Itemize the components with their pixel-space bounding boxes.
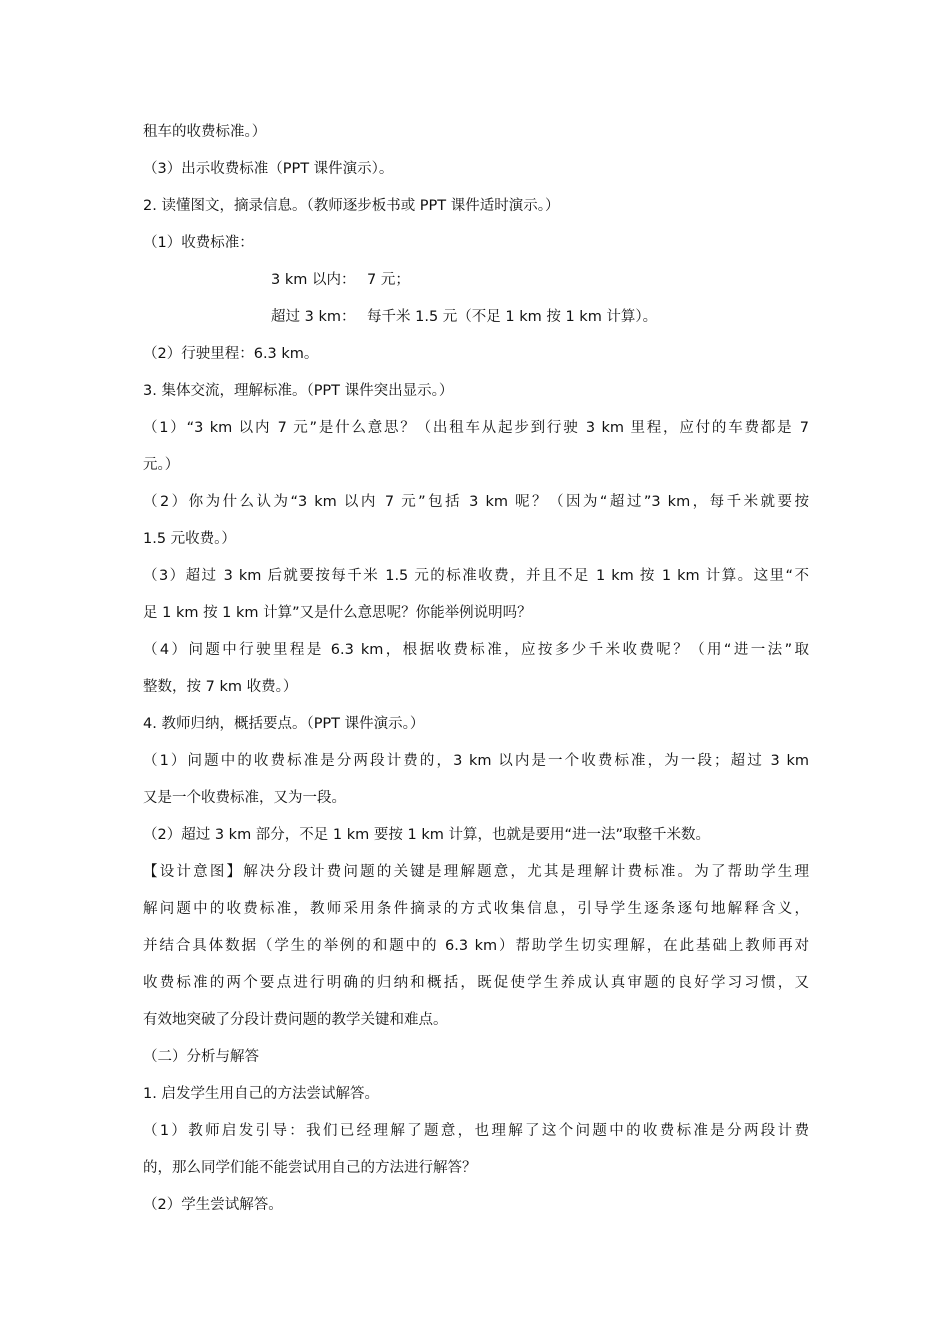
design-intent-line: 有效地突破了分段计费问题的教学关键和难点。 — [143, 1012, 448, 1028]
design-intent-line: 解问题中的收费标准，教师采用条件摘录的方式收集信息，引导学生逐条逐句地解释含义， — [143, 901, 809, 917]
paragraph-line: 整数，按 7 km 收费。） — [143, 679, 298, 695]
design-intent-line: 并结合具体数据（学生的举例的和题中的 6.3 km）帮助学生切实理解，在此基础上教师再对 — [143, 938, 809, 954]
paragraph-line: 1.5 元收费。） — [143, 531, 236, 547]
fee-standard-label: 3 km 以内： — [271, 272, 356, 288]
fee-standard-row-1 — [143, 262, 809, 299]
paragraph-line: （1）教师启发引导：我们已经理解了题意，也理解了这个问题中的收费标准是分两段计费 — [143, 1123, 809, 1139]
paragraph-line: 的，那么同学们能不能尝试用自己的方法进行解答？ — [143, 1160, 477, 1176]
paragraph-line: 4. 教师归纳，概括要点。（PPT 课件演示。） — [143, 716, 425, 732]
paragraph-line: （2）学生尝试解答。 — [143, 1197, 283, 1213]
paragraph-line: （3）超过 3 km 后就要按每千米 1.5 元的标准收费，并且不足 1 km 按 1 km 计算。这里“不 — [143, 568, 809, 584]
paragraph-line: （1）收费标准： — [143, 235, 254, 251]
design-intent-line: 【设计意图】解决分段计费问题的关键是理解题意，尤其是理解计费标准。为了帮助学生理 — [143, 864, 809, 880]
paragraph-line: （3）出示收费标准（PPT 课件演示）。 — [143, 161, 394, 177]
fee-standard-label: 超过 3 km： — [271, 309, 356, 325]
paragraph-line: 3. 集体交流，理解标准。（PPT 课件突出显示。） — [143, 383, 454, 399]
paragraph-line: （2）超过 3 km 部分，不足 1 km 要按 1 km 计算，也就是要用“进一法”取整千米数。 — [143, 827, 710, 843]
paragraph-line: （1）问题中的收费标准是分两段计费的，3 km 以内是一个收费标准，为一段；超过 3 km — [143, 753, 809, 769]
paragraph-line: 元。） — [143, 457, 180, 473]
paragraph-line: 又是一个收费标准，又为一段。 — [143, 790, 346, 806]
section-heading: （二）分析与解答 — [143, 1049, 259, 1065]
paragraph-line: 2. 读懂图文，摘录信息。（教师逐步板书或 PPT 课件适时演示。） — [143, 198, 560, 214]
paragraph-line: 足 1 km 按 1 km 计算”又是什么意思呢？你能举例说明吗？ — [143, 605, 532, 621]
paragraph-line: （1）“3 km 以内 7 元”是什么意思？（出租车从起步到行驶 3 km 里程，应付的车费都是 7 — [143, 420, 809, 436]
paragraph-line: （2）行驶里程：6.3 km。 — [143, 346, 319, 362]
design-intent-line: 收费标准的两个要点进行明确的归纳和概括，既促使学生养成认真审题的良好学习习惯，又 — [143, 975, 809, 991]
document-body — [143, 114, 809, 1224]
paragraph-line: 租车的收费标准。） — [143, 124, 267, 140]
paragraph-line: （2）你为什么认为“3 km 以内 7 元”包括 3 km 呢？（因为“超过”3 km，每千米就要按 — [143, 494, 809, 510]
paragraph-line: 1. 启发学生用自己的方法尝试解答。 — [143, 1086, 379, 1102]
paragraph-line: （4）问题中行驶里程是 6.3 km，根据收费标准，应按多少千米收费呢？（用“进一法”取 — [143, 642, 809, 658]
fee-standard-row-2 — [143, 299, 809, 336]
fee-standard-value: 7 元； — [367, 272, 410, 288]
fee-standard-value: 每千米 1.5 元（不足 1 km 按 1 km 计算）。 — [367, 309, 658, 325]
